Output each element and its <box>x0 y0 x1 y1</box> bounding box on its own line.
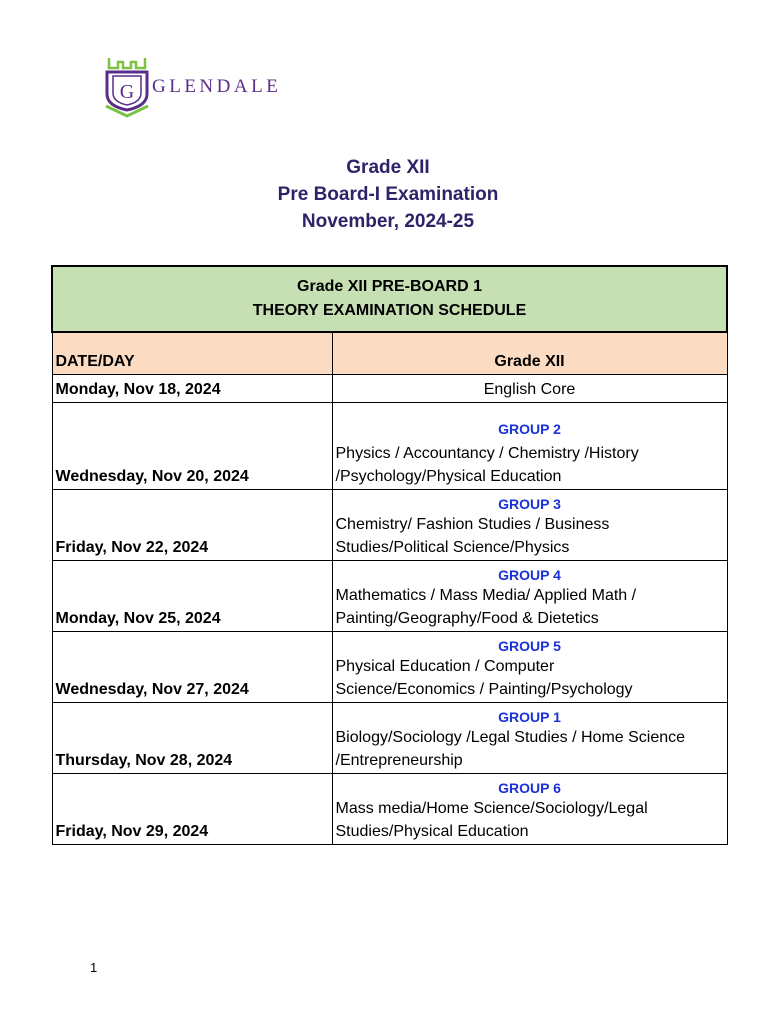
group-label: GROUP 5 <box>498 638 561 654</box>
table-banner <box>52 266 727 332</box>
subjects-line-1: Chemistry/ Fashion Studies / Business <box>335 516 610 533</box>
table-row <box>52 490 727 561</box>
exam-subjects <box>332 490 727 561</box>
table-row <box>52 403 727 490</box>
column-header-row <box>52 332 727 375</box>
exam-date: Wednesday, Nov 20, 2024 <box>52 403 332 490</box>
table-row <box>52 375 727 403</box>
group-label: GROUP 4 <box>498 567 561 583</box>
subjects-line-2: /Entrepreneurship <box>335 752 463 769</box>
document-title-block <box>0 154 768 235</box>
exam-date: Monday, Nov 25, 2024 <box>52 561 332 632</box>
exam-subjects <box>332 703 727 774</box>
exam-date: Thursday, Nov 28, 2024 <box>52 703 332 774</box>
subjects-line-1: Mass media/Home Science/Sociology/Legal <box>335 800 648 817</box>
column-header-grade: Grade XII <box>332 332 727 375</box>
exam-subjects: English Core <box>332 375 727 403</box>
column-header-date: DATE/DAY <box>52 332 332 375</box>
group-label: GROUP 1 <box>498 709 561 725</box>
subjects-line-2: /Psychology/Physical Education <box>335 468 562 485</box>
table-row <box>52 561 727 632</box>
group-label: GROUP 3 <box>498 496 561 512</box>
exam-subjects <box>332 561 727 632</box>
group-label: GROUP 2 <box>498 421 561 437</box>
subjects-line-1: Mathematics / Mass Media/ Applied Math / <box>335 587 637 604</box>
exam-subjects <box>332 774 727 845</box>
subjects-line-2: Painting/Geography/Food & Dietetics <box>335 610 599 627</box>
subjects-line-1: Biology/Sociology /Legal Studies / Home Science <box>335 729 686 746</box>
exam-date: Friday, Nov 22, 2024 <box>52 490 332 561</box>
crest-letter: G <box>119 81 135 103</box>
exam-subjects <box>332 632 727 703</box>
school-name: GLENDALE <box>152 76 282 97</box>
subjects-line-2: Studies/Political Science/Physics <box>335 539 570 556</box>
title-exam: Pre Board-I Examination <box>277 184 499 205</box>
exam-date: Wednesday, Nov 27, 2024 <box>52 632 332 703</box>
page-number: 1 <box>90 960 98 975</box>
title-grade: Grade XII <box>346 157 430 178</box>
subjects-line-2: Studies/Physical Education <box>335 823 529 840</box>
exam-subjects <box>332 403 727 490</box>
crest-icon <box>104 56 150 118</box>
banner-title: Grade XII PRE-BOARD 1 <box>297 278 482 295</box>
group-label: GROUP 6 <box>498 780 561 796</box>
table-row <box>52 703 727 774</box>
school-logo <box>104 56 304 118</box>
exam-date: Monday, Nov 18, 2024 <box>52 375 332 403</box>
table-row <box>52 774 727 845</box>
banner-subtitle: THEORY EXAMINATION SCHEDULE <box>252 302 527 319</box>
subjects-line-2: Science/Economics / Painting/Psychology <box>335 681 633 698</box>
table-row <box>52 632 727 703</box>
subjects-line-1: Physical Education / Computer <box>335 658 555 675</box>
exam-date: Friday, Nov 29, 2024 <box>52 774 332 845</box>
exam-schedule-table <box>51 265 728 845</box>
subjects-line-1: Physics / Accountancy / Chemistry /History <box>335 445 639 462</box>
table-banner-row <box>52 266 727 332</box>
title-session: November, 2024-25 <box>301 211 475 232</box>
